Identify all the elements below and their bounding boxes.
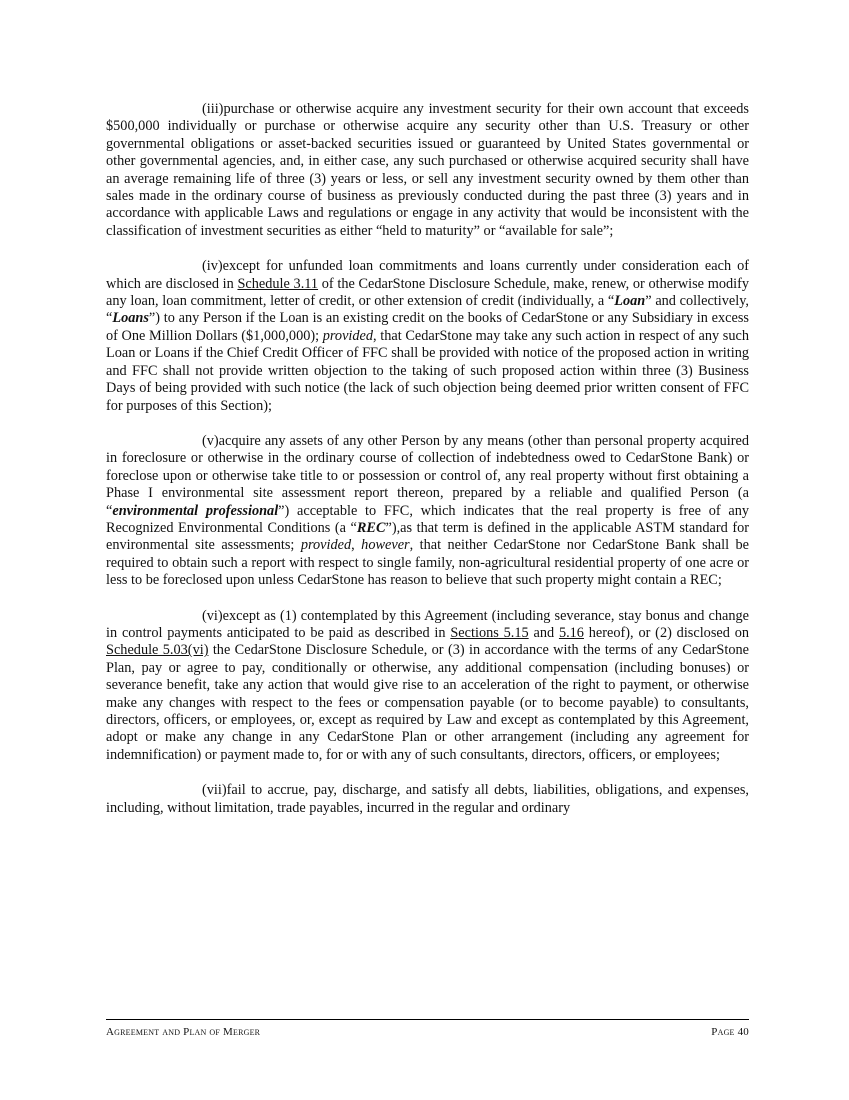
paragraph-text: , that CedarStone may take any such action in respect of any such Loan or Loans if the Chief Credit Officer of FFC shall be provided with notice of the proposed action in writing and FFC shall not provide written objection to the taking of such proposed action within three (3) Business Days of being provided with such notice (the lack of such objection being deemed prior written consent of FFC for purposes of this Section); bbox=[106, 327, 749, 414]
paragraph-text: ”) to any Person if the Loan is an existing credit on the books of CedarStone or any Subsidiary in excess of One Million Dollars ($1,000,000); bbox=[106, 310, 749, 344]
paragraph-text: ”) acceptable to FFC, which indicates that the real property is free of any Recognized Environmental Conditions (a “ bbox=[106, 502, 749, 536]
paragraph-text: ”),as that term is defined in the applicable ASTM standard for environmental site assessments; bbox=[106, 519, 749, 554]
paragraph-text: purchase or otherwise acquire any investment security for their own account that exceeds $500,000 individually or purchase or otherwise acquire any security other than U.S. Treasury or other governmental obligations or asset-backed securities issued or guaranteed by United States governmental or other governmental agencies, and, in either case, any such purchased or otherwise acquired security shall have an average remaining life of three (3) years or less, or sell any investment security owned by them other than sales made in the ordinary course of business as previously conducted during the past three (3) years and in accordance with applicable Laws and regulations or engage in any activity that would be inconsistent with the classification of investment securities as either “held to maturity” or “available for sale”; bbox=[106, 101, 749, 239]
paragraph-v bbox=[106, 433, 749, 590]
paragraph-text: the CedarStone Disclosure Schedule, or (3) in accordance with the terms of any CedarStone Plan, pay or agree to pay, conditionally or otherwise, any additional compensation (including bonuses) or severance benefit, take any action that would give rise to an acceleration of the right to payment, or otherwise make any changes with respect to the fees or compensation payable (or to become payable) to consultants, directors, officers, or employees, or, except as required by Law and except as contemplated by this Agreement, adopt or make any change in any CedarStone Plan or other arrangement (including any agreement for indemnification) or payment made to, for or with any of such consultants, directors, officers, or employees; bbox=[106, 642, 749, 763]
paragraph-vii bbox=[106, 782, 749, 817]
paragraph-text: acquire any assets of any other Person by any means (other than personal property acquired in foreclosure or otherwise in the ordinary course of collection of indebtedness owed to CedarStone Bank) or foreclose upon or otherwise take title to or possession or control of, any real property without first obtaining a Phase I environmental site assessment report thereon, prepared by a reliable and qualified Person (a “ bbox=[106, 432, 749, 519]
italic-term: provided bbox=[322, 327, 374, 344]
page-footer bbox=[106, 1019, 749, 1038]
paragraph-text: hereof), or (2) disclosed on bbox=[583, 624, 749, 641]
section-reference: 5.16 bbox=[558, 624, 584, 641]
paragraph-text: and bbox=[528, 624, 559, 641]
footer-page-number: Page 40 bbox=[711, 1026, 749, 1038]
paragraph-text: except for unfunded loan commitments and loans currently under consideration each of which are disclosed in bbox=[106, 258, 749, 292]
italic-term: provided bbox=[300, 537, 352, 554]
paragraph-vi bbox=[106, 608, 749, 765]
defined-term: Loan bbox=[614, 293, 646, 310]
italic-term: however bbox=[361, 537, 410, 554]
paragraph-text: fail to accrue, pay, discharge, and satisfy all debts, liabilities, obligations, and expenses, including, without limitation, trade payables, incurred in the regular and ordinary bbox=[106, 782, 749, 816]
schedule-reference: Schedule 3.11 bbox=[237, 275, 319, 292]
paragraph-text: ” and collectively, “ bbox=[106, 293, 749, 327]
defined-term: Loans bbox=[112, 310, 149, 327]
paragraph-iii bbox=[106, 101, 749, 240]
footer-document-title: Agreement and Plan of Merger bbox=[106, 1026, 261, 1038]
paragraph-number: (v) bbox=[202, 432, 219, 449]
document-page bbox=[106, 101, 749, 835]
paragraph-number: (vi) bbox=[202, 607, 223, 624]
paragraph-number: (iv) bbox=[202, 258, 223, 275]
paragraph-iv bbox=[106, 258, 749, 415]
schedule-reference: Schedule 5.03(vi) bbox=[106, 642, 209, 659]
paragraph-number: (vii) bbox=[202, 782, 227, 799]
section-reference: Sections 5.15 bbox=[450, 624, 529, 641]
paragraph-text: , that neither CedarStone nor CedarStone Bank shall be required to obtain such a report with respect to single family, non-agricultural residential property of one acre or less to be foreclosed upon unless CedarStone has reason to believe that such property might contain a REC; bbox=[106, 537, 750, 589]
paragraph-text: of the CedarStone Disclosure Schedule, make, renew, or otherwise modify any loan, loan commitment, letter of credit, or other extension of credit (individually, a “ bbox=[106, 275, 750, 310]
defined-term: REC bbox=[356, 519, 386, 536]
defined-term: environmental professional bbox=[112, 502, 279, 519]
paragraph-text: except as (1) contemplated by this Agreement (including severance, stay bonus and change in control payments anticipated to be paid as described in bbox=[106, 607, 749, 641]
paragraph-number: (iii) bbox=[202, 101, 224, 117]
paragraph-text: , bbox=[351, 537, 362, 554]
